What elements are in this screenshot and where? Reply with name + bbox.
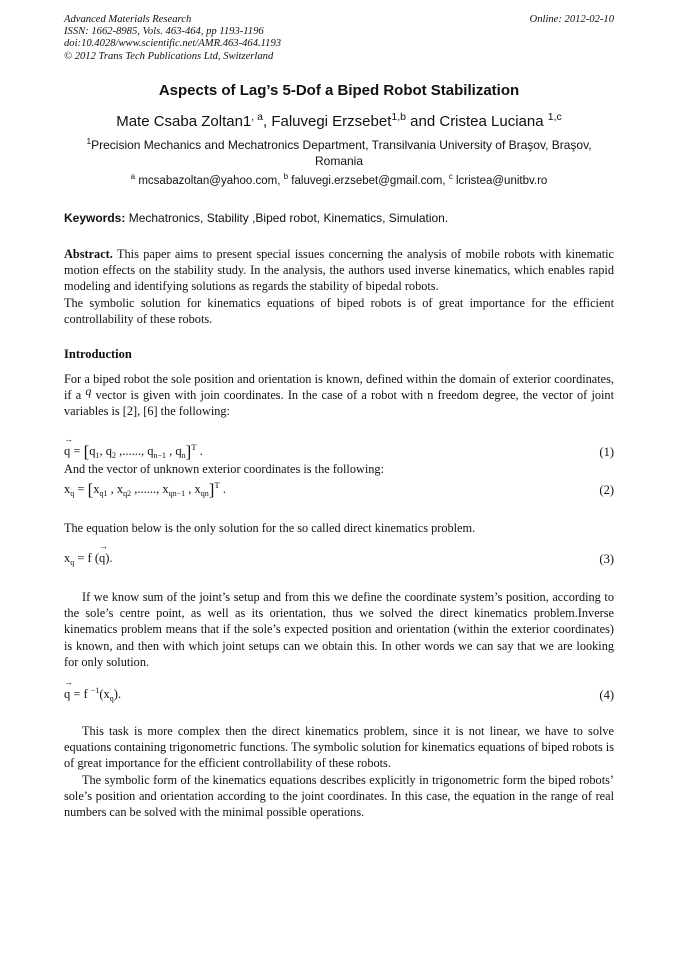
paper-title: Aspects of Lag’s 5-Dof a Biped Robot Stabilization: [158, 82, 520, 99]
body-paragraph: This task is more complex then the direct kinematics problem, since it is not linear, we have to solve equations containing trigonometric functions. The symbolic solution for kinematics equations of biped robots is of great importance for the efficient controllability of these robots.: [64, 724, 614, 771]
issn-line: ISSN: 1662-8985, Vols. 463-464, pp 1193-1196: [64, 26, 264, 38]
equation-2-number: (2): [599, 483, 614, 497]
journal-header: [64, 14, 281, 63]
email-sup: b: [283, 172, 289, 182]
author-2-sup: 1,b: [391, 111, 406, 123]
equation-2: $x_q = [x_{q1}$ , $x_{q2}$ ,......, $x_{qn-1}$ , $x_{qn}]^T$ .: [64, 479, 227, 499]
intro-paragraph: [64, 371, 614, 420]
equation-4-number: (4): [599, 688, 614, 702]
affiliation-sup: 1: [86, 136, 92, 146]
email-a: mcsabazoltan@yahoo.com,: [135, 175, 284, 187]
affiliation: [64, 138, 614, 169]
email-sup: c: [448, 172, 453, 182]
author-3-sup: 1,c: [547, 111, 562, 123]
body-paragraph: If we know sum of the joint’s setup and from this we define the coordinate system’s position, according to the sole’s centre point, as well as its orientation, thus we solved the direct kinematics problem.Inverse kinematics problem means that if the sole’s expected position and orientation (within the exterior coordinates) is known, and then with which joint setups can we obtain this. In other words we can say that we are looking for only solution.: [64, 590, 614, 669]
intro-text-a: For a biped robot the sole position and orientation is known, defined within the domain of exterior coordinates, if a: [64, 372, 614, 403]
abstract-text-2: The symbolic solution for kinematics equations of biped robots is of great importance for the efficient controllability of these robots.: [64, 295, 614, 326]
equation-text: And the vector of unknown exterior coordinates is the following:: [64, 462, 384, 476]
abstract: [64, 246, 614, 327]
abstract-text: This paper aims to present special issues concerning the analysis of mobile robots with kinematic motion effects on the stability study. In the analysis, the authors used inverse kinematics, which enables rapid modeling and identifying solutions as regards the stability of bipedal robots.: [64, 247, 614, 294]
email-list: [0, 172, 678, 187]
abstract-label: Abstract.: [64, 247, 113, 261]
online-date: Online: 2012-02-10: [529, 14, 614, 25]
author-1-sup: , a: [251, 111, 263, 123]
journal-name: Advanced Materials Research: [64, 14, 192, 25]
equation-intro: The equation below is the only solution for the so called direct kinematics problem.: [64, 521, 476, 535]
email-c: lcristea@unitbv.ro: [452, 175, 548, 187]
email-sup: a: [130, 172, 136, 182]
copyright-line: © 2012 Trans Tech Publications Ltd, Switzerland: [64, 50, 274, 62]
doi-line: doi:10.4028/www.scientific.net/AMR.463-464.1193: [64, 38, 282, 50]
equation-1: → $q = [q_1$, $q_2$ ,......, $q_{n-1}$ , $q_n]^T$ .: [64, 442, 203, 462]
body-paragraph: The symbolic form of the kinematics equations describes explicitly in trigonometric form the biped robots’ sole’s position and orientation according to the joint coordinates. In this case, the equation in the range of real numbers can be solved with the minimal possible operations.: [64, 773, 614, 820]
author-2: Faluvegi Erzsebet: [271, 113, 392, 130]
section-heading-introduction: Introduction: [64, 347, 132, 361]
author-separator: ,: [262, 113, 272, 130]
equation-3: $x_q = f$ (→ q).: [64, 551, 113, 567]
keywords-label: Keywords:: [64, 211, 126, 225]
author-1: Mate Csaba Zoltan1: [116, 113, 252, 130]
keywords-text: Mechatronics, Stability ,Biped robot, Kinematics, Simulation.: [125, 211, 449, 225]
intro-text-b: vector is given with join coordinates. In the case of a robot with n freedom degree, the vector of joint variables is [2], [6] the following:: [64, 388, 614, 419]
author-3: Cristea Luciana: [439, 113, 548, 130]
author-list: [0, 113, 678, 130]
equation-4: → q = f $^{-1}(x_q)$.: [64, 687, 121, 703]
keywords: [64, 211, 448, 225]
email-b: faluvegi.erzsebet@gmail.com,: [288, 175, 449, 187]
author-separator: and: [405, 113, 440, 130]
affiliation-text: Precision Mechanics and Mechatronics Department, Transilvania University of Braşov, Braşov, Romania: [91, 138, 592, 168]
equation-1-number: (1): [599, 445, 614, 459]
equation-3-number: (3): [599, 552, 614, 566]
q-vector-symbol: q: [85, 384, 92, 399]
